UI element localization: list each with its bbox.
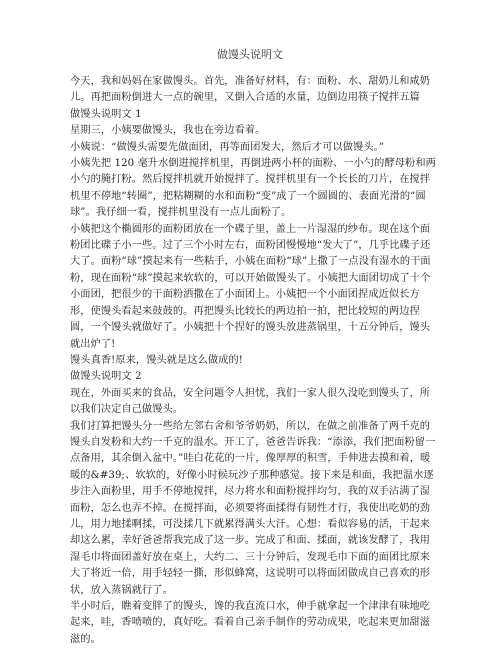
paragraph: 现在，外面买来的食品，安全问题令人担忧，我们一家人很久没吃到馒头了，所以我们决定自己做馒头。 — [70, 387, 431, 416]
section-heading-2: 做馒头说明文 2 — [70, 371, 142, 383]
intro-paragraph: 今天，我和妈妈在家做馒头。首先，准备好材料，有：面粉、水、甜奶儿和咸奶儿。再把面粉倒进大一点的碗里，又倒入合适的水量，边倒边用筷子搅拌五篇 — [70, 76, 431, 104]
document-title: 做馒头说明文 — [217, 48, 283, 61]
paragraph: 小姨先把 120 毫升水倒进搅拌机里，再倒进两小杯的面粉、一小勺的酵母粉和两小勺的腌打粉。然后搅拌机就开始搅拌了。搅拌机里有一个长长的刀片，在搅拌机里不停地“转圈”，把粘糊糊的水和面粉“变”成了一个圆圆的、表面光滑的“圆球”。我仔细一看，搅拌机里没有一点儿面粉了。 — [70, 158, 436, 219]
paragraph: 星期三，小姨要做馒头，我也在旁边看着。 — [70, 125, 266, 137]
paragraph: 小姨把这个椭圆形的面粉团放在一个碟子里，盖上一片湿湿的纱布。现在这个面粉团比碟子小一些。过了三个小时左右，面粉团慢慢地“发大了”，几乎比碟子还大了。面粉“球”摸起来有一些粘手，小姨在面粉“球”上撒了一点没有湿水的干面粉，现在面粉“球”摸起来软软的，可以开始做馒头了。小姨把大面团切成了十个小面团，把很少的干面粉洒撒在了小面团上。小姨把一个小面团捏成近似长方形，使馒头看起来鼓鼓的。再把馒头比较长的两边拍一拍，把比较短的两边捏圆，一个馒头就做好了。小姨把十个捏好的馒头放进蒸锅里，十五分钟后，馒头就出炉了! — [70, 223, 431, 350]
document-body — [70, 74, 440, 648]
paragraph: 半小时后，瞧着变胖了的馒头，馋的我直流口水，伸手就拿起一个津津有味地吃起来，哇，香喷喷的，真好吃。看着自己亲手制作的劳动成果，吃起来更加甜滋滋的。 — [70, 601, 431, 645]
paragraph: 小姨说：“做馒头需要先做面团，再等面团发大，然后才可以做馒头。” — [70, 141, 385, 153]
paragraph: 馒头真香!原来，馒头就是这么做成的! — [70, 354, 243, 366]
paragraph: 我们打算把馒头分一些给左邻右舍和爷爷奶奶，所以，在做之前准备了两千克的馒头自发粉和大约一千克的温水。开工了，爸爸告诉我：“添添，我们把面粉留一点备用，其余倒入盆中。”哇白花花的一片，像厚厚的积雪，手伸进去摸和着，暖暖的&#39;、软软的，好像小时候玩沙子那种感觉。接下来是和面，我把温水逐步注入面粉里，用手不停地搅拌，尽力将水和面粉搅拌均匀，我的双手沾满了湿面粉，怎么也弄不掉。在搅拌面，必须要将面揉得有韧性才行，我使出吃奶的劲儿，用力地揉啊揉，可没揉几下就累得满头大汗。心想：看似容易的活，干起来却这么累，幸好爸爸帮我完成了这一步。完成了和面、揉面，就该发酵了，我用湿毛巾将面团盖好放在桌上，大约二、三十分钟后，发现毛巾下面的面团比原来大了将近一倍，用手轻轻一撕，形似蜂窝，这说明可以将面团做成自己喜欢的形状，放入蒸锅就行了。 — [70, 420, 436, 596]
section-heading-1: 做馒头说明文 1 — [70, 108, 142, 120]
